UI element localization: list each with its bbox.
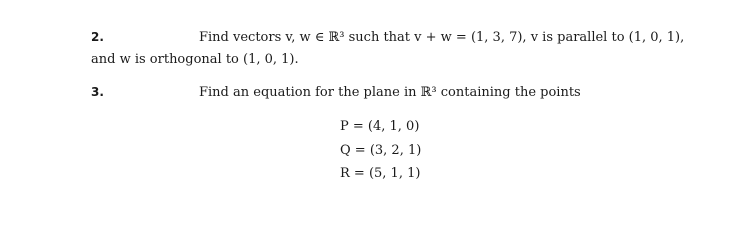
problem-2-text-line1: Find vectors v, w ∈ ℝ³ such that v + w = (1, 3, 7), v is parallel to (1, 0, 1), — [199, 30, 685, 45]
point-q: Q = (3, 2, 1) — [340, 143, 422, 158]
problem-3-text: Find an equation for the plane in ℝ³ containing the points — [199, 85, 581, 100]
problem-2-text-line2: and w is orthogonal to (1, 0, 1). — [91, 52, 299, 67]
point-r: R = (5, 1, 1) — [340, 166, 421, 181]
problem-3-number: 3. — [91, 85, 104, 99]
point-p: P = (4, 1, 0) — [340, 119, 420, 134]
problem-2-number: 2. — [91, 30, 104, 44]
